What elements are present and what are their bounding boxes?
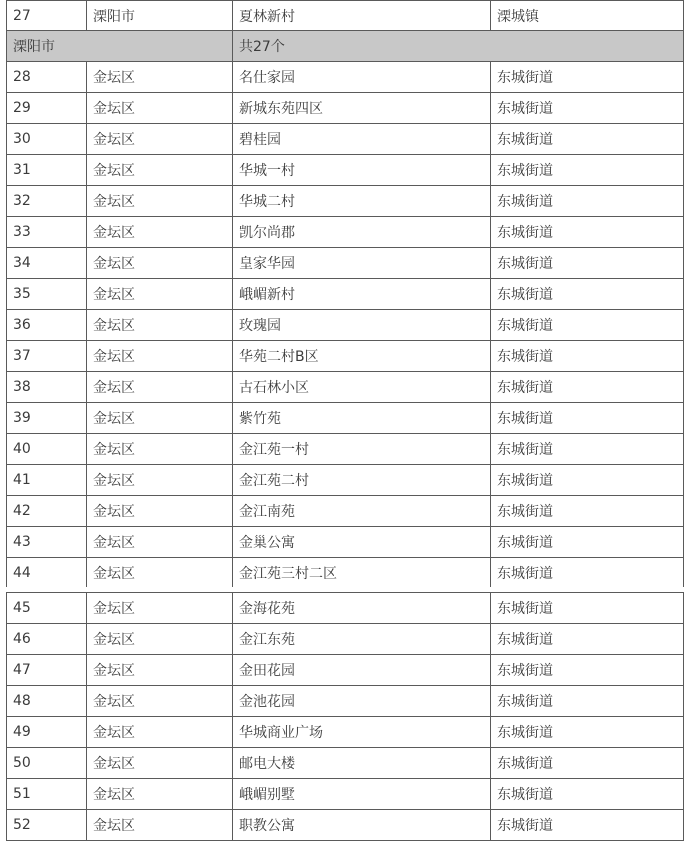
- district-cell: 金坛区: [87, 748, 233, 779]
- row-number: 51: [7, 779, 87, 810]
- community-cell: 峨嵋别墅: [233, 779, 491, 810]
- district-cell: 金坛区: [87, 155, 233, 186]
- table-row: [7, 624, 684, 655]
- table-row: [7, 496, 684, 527]
- district-cell: 金坛区: [87, 655, 233, 686]
- community-cell: 紫竹苑: [233, 403, 491, 434]
- district-cell: 金坛区: [87, 279, 233, 310]
- community-cell: 新城东苑四区: [233, 93, 491, 124]
- community-cell: 邮电大楼: [233, 748, 491, 779]
- row-number: 46: [7, 624, 87, 655]
- district-cell: 金坛区: [87, 686, 233, 717]
- row-number: 45: [7, 593, 87, 624]
- community-cell: 古石林小区: [233, 372, 491, 403]
- table-row: [7, 686, 684, 717]
- table-row: [7, 779, 684, 810]
- district-cell: 金坛区: [87, 496, 233, 527]
- district-cell: 金坛区: [87, 527, 233, 558]
- district-cell: 金坛区: [87, 810, 233, 841]
- street-cell: 东城街道: [491, 155, 684, 186]
- community-cell: 金江南苑: [233, 496, 491, 527]
- district-cell: 金坛区: [87, 372, 233, 403]
- community-cell: 碧桂园: [233, 124, 491, 155]
- table-row: [7, 748, 684, 779]
- row-number: 48: [7, 686, 87, 717]
- community-cell: 金江苑二村: [233, 465, 491, 496]
- row-number: 41: [7, 465, 87, 496]
- street-cell: 东城街道: [491, 496, 684, 527]
- street-cell: 东城街道: [491, 124, 684, 155]
- street-cell: 东城街道: [491, 593, 684, 624]
- table-row: [7, 248, 684, 279]
- street-cell: 东城街道: [491, 779, 684, 810]
- street-cell: 东城街道: [491, 310, 684, 341]
- row-number: 29: [7, 93, 87, 124]
- community-cell: 玫瑰园: [233, 310, 491, 341]
- street-cell: 溧城镇: [491, 1, 684, 31]
- district-cell: 金坛区: [87, 124, 233, 155]
- row-number: 50: [7, 748, 87, 779]
- table-row: [7, 372, 684, 403]
- table-row: [7, 310, 684, 341]
- street-cell: 东城街道: [491, 279, 684, 310]
- row-number: 43: [7, 527, 87, 558]
- street-cell: 东城街道: [491, 624, 684, 655]
- community-cell: 金巢公寓: [233, 527, 491, 558]
- community-cell: 华城二村: [233, 186, 491, 217]
- district-cell: 金坛区: [87, 217, 233, 248]
- community-cell: 夏林新村: [233, 1, 491, 31]
- district-cell: 金坛区: [87, 93, 233, 124]
- table-row: [7, 217, 684, 248]
- table-row: [7, 155, 684, 186]
- street-cell: 东城街道: [491, 527, 684, 558]
- district-cell: 溧阳市: [87, 1, 233, 31]
- table-body-bottom: [7, 593, 684, 841]
- community-cell: 凯尔尚郡: [233, 217, 491, 248]
- community-cell: 职教公寓: [233, 810, 491, 841]
- row-number: 30: [7, 124, 87, 155]
- street-cell: 东城街道: [491, 217, 684, 248]
- row-number: 44: [7, 558, 87, 589]
- district-cell: 金坛区: [87, 403, 233, 434]
- table-row: [7, 593, 684, 624]
- table-row: [7, 465, 684, 496]
- community-table-top: [6, 0, 684, 589]
- row-number: 52: [7, 810, 87, 841]
- street-cell: 东城街道: [491, 248, 684, 279]
- row-number: 47: [7, 655, 87, 686]
- table-row: [7, 810, 684, 841]
- street-cell: 东城街道: [491, 558, 684, 589]
- district-cell: 金坛区: [87, 558, 233, 589]
- table-row: [7, 124, 684, 155]
- table-row: [7, 93, 684, 124]
- street-cell: 东城街道: [491, 62, 684, 93]
- community-cell: 金海花苑: [233, 593, 491, 624]
- community-cell: 华苑二村B区: [233, 341, 491, 372]
- district-cell: 金坛区: [87, 341, 233, 372]
- district-cell: 金坛区: [87, 717, 233, 748]
- table-row: [7, 655, 684, 686]
- row-number: 31: [7, 155, 87, 186]
- row-number: 38: [7, 372, 87, 403]
- table-row: [7, 527, 684, 558]
- community-cell: 华城商业广场: [233, 717, 491, 748]
- row-number: 34: [7, 248, 87, 279]
- table-row: [7, 341, 684, 372]
- summary-label: 溧阳市: [7, 31, 233, 62]
- street-cell: 东城街道: [491, 465, 684, 496]
- row-number: 35: [7, 279, 87, 310]
- district-cell: 金坛区: [87, 248, 233, 279]
- street-cell: 东城街道: [491, 434, 684, 465]
- street-cell: 东城街道: [491, 403, 684, 434]
- table-row: [7, 403, 684, 434]
- district-cell: 金坛区: [87, 434, 233, 465]
- row-number: 49: [7, 717, 87, 748]
- street-cell: 东城街道: [491, 717, 684, 748]
- table-row: [7, 434, 684, 465]
- district-cell: 金坛区: [87, 465, 233, 496]
- table-row: [7, 62, 684, 93]
- table-row: [7, 279, 684, 310]
- community-cell: 名仕家园: [233, 62, 491, 93]
- community-cell: 金江苑一村: [233, 434, 491, 465]
- row-number: 36: [7, 310, 87, 341]
- summary-row: [7, 31, 684, 62]
- street-cell: 东城街道: [491, 341, 684, 372]
- table-row: [7, 717, 684, 748]
- table-body-top: [7, 1, 684, 589]
- table-row: [7, 558, 684, 589]
- street-cell: 东城街道: [491, 186, 684, 217]
- street-cell: 东城街道: [491, 655, 684, 686]
- row-number: 28: [7, 62, 87, 93]
- district-cell: 金坛区: [87, 310, 233, 341]
- street-cell: 东城街道: [491, 810, 684, 841]
- community-cell: 金池花园: [233, 686, 491, 717]
- row-number: 39: [7, 403, 87, 434]
- row-number: 27: [7, 1, 87, 31]
- street-cell: 东城街道: [491, 93, 684, 124]
- district-cell: 金坛区: [87, 593, 233, 624]
- street-cell: 东城街道: [491, 748, 684, 779]
- community-cell: 皇家华园: [233, 248, 491, 279]
- street-cell: 东城街道: [491, 372, 684, 403]
- community-table-bottom: [6, 592, 684, 841]
- community-cell: 峨嵋新村: [233, 279, 491, 310]
- row-number: 37: [7, 341, 87, 372]
- table-row: [7, 186, 684, 217]
- row-number: 40: [7, 434, 87, 465]
- district-cell: 金坛区: [87, 779, 233, 810]
- district-cell: 金坛区: [87, 186, 233, 217]
- district-cell: 金坛区: [87, 62, 233, 93]
- street-cell: 东城街道: [491, 686, 684, 717]
- table-row: [7, 1, 684, 31]
- summary-total: 共27个: [233, 31, 684, 62]
- community-cell: 金田花园: [233, 655, 491, 686]
- district-cell: 金坛区: [87, 624, 233, 655]
- community-cell: 金江苑三村二区: [233, 558, 491, 589]
- row-number: 33: [7, 217, 87, 248]
- row-number: 32: [7, 186, 87, 217]
- community-cell: 金江东苑: [233, 624, 491, 655]
- row-number: 42: [7, 496, 87, 527]
- community-cell: 华城一村: [233, 155, 491, 186]
